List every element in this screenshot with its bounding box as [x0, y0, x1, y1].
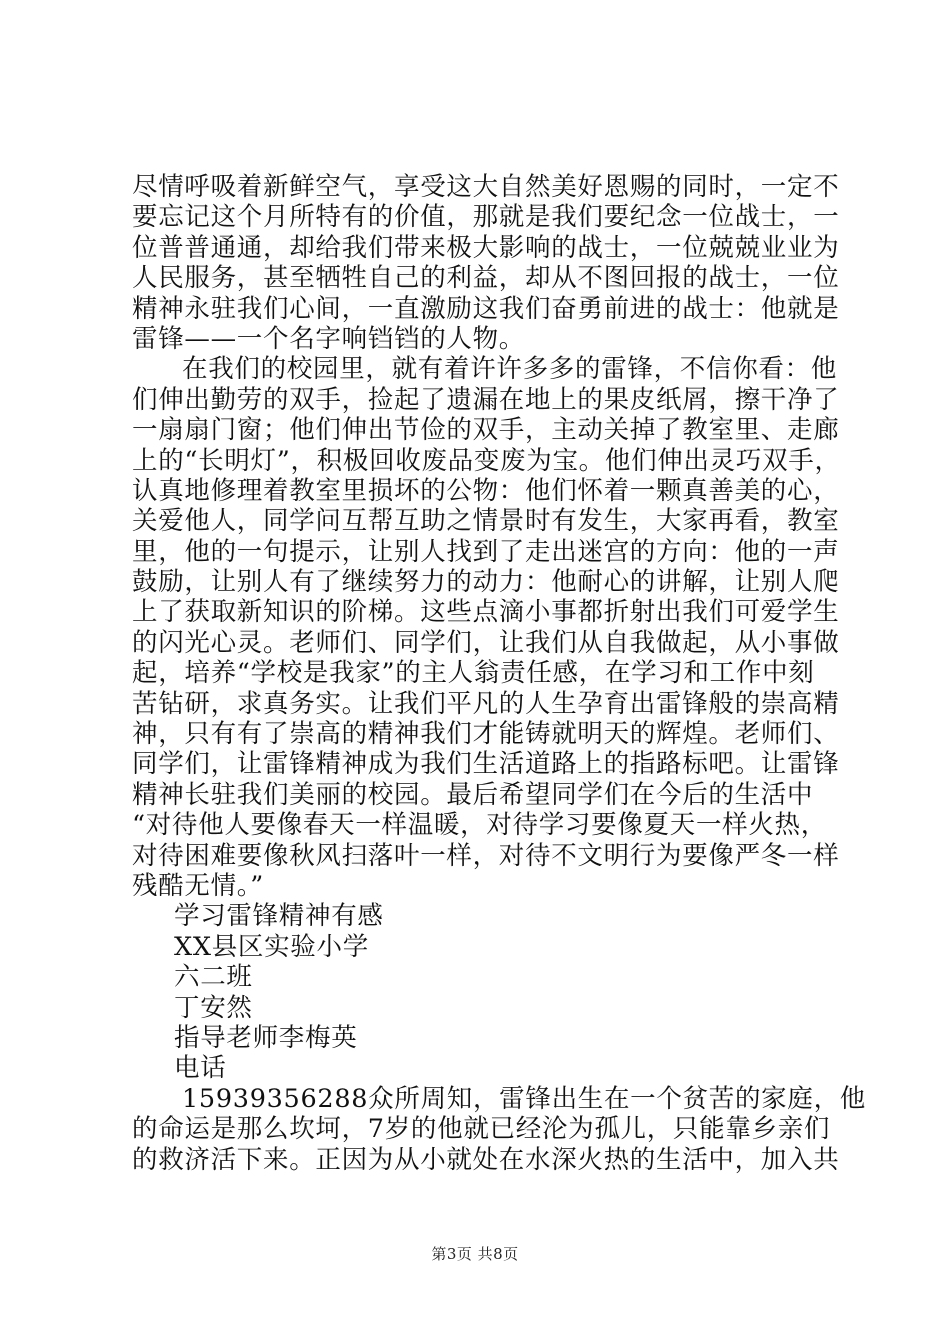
text-line: 位普普通通，却给我们带来极大影响的战士，一位兢兢业业为 — [132, 232, 840, 263]
text-line: 关爱他人，同学问互帮互助之情景时有发生，大家再看，教室 — [132, 506, 840, 537]
text-line: 起，培养“学校是我家”的主人翁责任感，在学习和工作中刻 — [132, 658, 815, 689]
class-line: 六二班 — [174, 962, 253, 993]
essay-title-line: 学习雷锋精神有感 — [174, 901, 384, 932]
body-text — [132, 172, 866, 1175]
text-line: 人民服务，甚至牺牲自己的利益，却从不图回报的战士，一位 — [132, 263, 840, 294]
text-line: 精神长驻我们美丽的校园。最后希望同学们在今后的生活中 — [132, 779, 814, 810]
text-line: 同学们，让雷锋精神成为我们生活道路上的指路标吧。让雷锋 — [132, 749, 840, 780]
text-line: 要忘记这个月所特有的价值，那就是我们要纪念一位战士，一 — [132, 202, 840, 233]
page-number-footer: 第3页 共8页 — [431, 1245, 519, 1263]
paragraph-start-line: 15939356288众所周知，雷锋出生在一个贫苦的家庭，他 — [182, 1083, 866, 1114]
text-line: 上了获取新知识的阶梯。这些点滴小事都折射出我们可爱学生 — [132, 597, 840, 628]
text-line: 们伸出勤劳的双手，捡起了遗漏在地上的果皮纸屑，擦干净了 — [132, 384, 840, 415]
text-line: 残酷无情。” — [132, 870, 264, 901]
text-line: 认真地修理着教室里损坏的公物：他们怀着一颗真善美的心， — [132, 475, 840, 506]
text-line: 鼓励，让别人有了继续努力的动力：他耐心的讲解，让别人爬 — [132, 567, 840, 598]
text-line: 雷锋——一个名字响铛铛的人物。 — [132, 323, 526, 354]
text-line: 神，只有有了崇高的精神我们才能铸就明天的辉煌。老师们、 — [132, 719, 840, 750]
text-line: 上的“长明灯”，积极回收废品变废为宝。他们伸出灵巧双手， — [132, 445, 841, 476]
author-line: 丁安然 — [174, 992, 253, 1023]
text-line: 精神永驻我们心间，一直激励这我们奋勇前进的战士：他就是 — [132, 293, 840, 324]
text-line: 苦钻研，求真务实。让我们平凡的人生孕育出雷锋般的崇高精 — [132, 688, 840, 719]
text-line: 里，他的一句提示，让别人找到了走出迷宫的方向：他的一声 — [132, 536, 840, 567]
text-line: 一扇扇门窗；他们伸出节俭的双手，主动关掉了教室里、走廊 — [132, 415, 840, 446]
paragraph-start-line: 在我们的校园里，就有着许许多多的雷锋，不信你看：他 — [182, 354, 838, 385]
school-line: XX县区实验小学 — [174, 931, 369, 962]
teacher-line: 指导老师李梅英 — [174, 1022, 358, 1053]
text-line: 的救济活下来。正因为从小就处在水深火热的生活中，加入共 — [132, 1144, 840, 1175]
text-line: 的命运是那么坎坷，7岁的他就已经沦为孤儿，只能靠乡亲们 — [132, 1114, 831, 1145]
text-line: 尽情呼吸着新鲜空气，享受这大自然美好恩赐的同时，一定不 — [132, 172, 840, 202]
text-line: 对待困难要像秋风扫落叶一样，对待不文明行为要像严冬一样 — [132, 840, 840, 871]
text-line: “对待他人要像春天一样温暖，对待学习要像夏天一样火热， — [132, 810, 827, 841]
phone-label-line: 电话 — [174, 1053, 227, 1084]
text-line: 的闪光心灵。老师们、同学们，让我们从自我做起，从小事做 — [132, 627, 840, 658]
